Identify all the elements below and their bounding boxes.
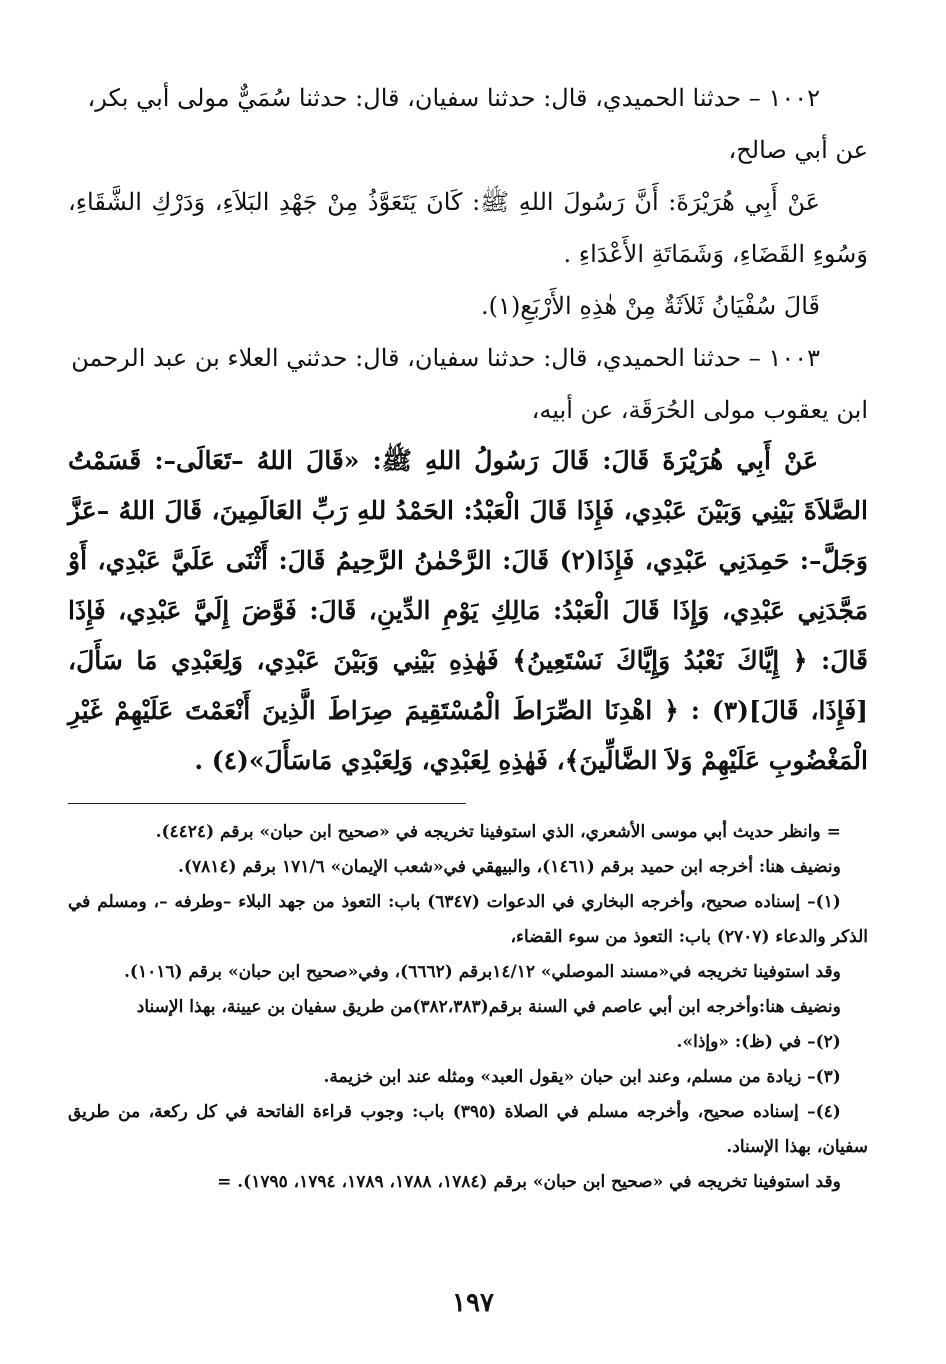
hadith-1003-matn: عَنْ أَبِي هُرَيْرَةَ قَالَ: قَالَ رَسُولُ اللهِ ﷺ: «قَالَ اللهُ –تَعَالَى–: قَسَمْتُ الصَّلاَةَ بَيْنِي وَبَيْنَ عَبْدِي، فَإِذَا قَالَ الْعَبْدُ: الحَمْدُ للهِ رَبِّ العَالَمِينَ، قَالَ اللهُ –عَزَّ وَجَلَّ–: حَمِدَنِي عَبْدِي، فَإِذَا(٢) قَالَ: الرَّحْمٰنُ الرَّحِيمُ قَالَ: أَثْنَى عَلَيَّ عَبْدِي، أَوْ مَجَّدَنِي عَبْدِي، وَإِذَا قَالَ الْعَبْدُ: مَالِكِ يَوْمِ الدِّينِ، قَالَ: فَوَّضَ إِلَيَّ عَبْدِي، فَإِذَا قَالَ: ﴿ إِيَّاكَ نَعْبُدُ وَإِيَّاكَ نَسْتَعِينُ﴾ فَهٰذِهِ بَيْنِي وَبَيْنَ عَبْدِي، وَلِعَبْدِي مَا سَأَلَ، [فَإِذَا، قَالَ](٣) : ﴿ اهْدِنَا الصِّرَاطَ الْمُسْتَقِيمَ صِرَاطَ الَّذِينَ أَنْعَمْتَ عَلَيْهِمْ غَيْرِ الْمَغْضُوبِ عَلَيْهِمْ وَلاَ الضَّالِّينَ﴾، فَهٰذِهِ لِعَبْدِي، وَلِعَبْدِي مَاسَأَلَ»(٤) . <box>68 446 869 775</box>
hadith-1002-isnad-line1: ١٠٠٢ – حدثنا الحميدي، قال: حدثنا سفيان، قال: حدثنا سُمَيٌّ مولى أبي بكر، <box>87 84 820 112</box>
footnote-line: (٣)– زيادة من مسلم، وعند ابن حبان «يقول العبد» ومثله عند ابن خزيمة. <box>323 1067 841 1087</box>
hadith-1003-isnad-line1: ١٠٠٣ – حدثنا الحميدي، قال: حدثنا سفيان، قال: حدثني العلاء بن عبد الرحمن <box>71 344 820 372</box>
footnotes <box>68 815 868 1200</box>
page-number: ١٩٧ <box>452 1288 494 1318</box>
hadith-1002-matn: عَنْ أَبِي هُرَيْرَةَ: أَنَّ رَسُولَ اللهِ ﷺ: كَانَ يَتَعَوَّذُ مِنْ جَهْدِ البَلاَءِ، وَدَرْكِ الشَّقَاءِ، وَسُوءِ القَضَاءِ، وَشَمَاتَةِ الأَعْدَاءِ . <box>68 188 868 268</box>
main-text <box>68 72 868 786</box>
hadith-1003-isnad <box>68 332 868 436</box>
footnote-line: وقد استوفينا تخريجه في «صحيح ابن حبان» برقم (١٧٨٤، ١٧٨٨، ١٧٨٩، ١٧٩٤، ١٧٩٥). = <box>217 1172 841 1192</box>
footnote-line: وقد استوفينا تخريجه في«مسند الموصلي» ١٤/١٢برقم (٦٦٦٢)، وفي«صحيح ابن حبان» برقم (١٠١٦). <box>124 962 841 982</box>
footnote-line: = وانظر حديث أبي موسى الأشعري، الذي استوفينا تخريجه في «صحيح ابن حبان» برقم (٤٤٢٤). <box>155 822 841 842</box>
footnote-line: ونضيف هنا:وأخرجه ابن أبي عاصم في السنة برقم(٣٨٢،٣٨٣)من طريق سفيان بن عيينة، بهذا الإسناد <box>136 997 841 1017</box>
footnote-line: (١)– إسناده صحيح، وأخرجه البخاري في الدعوات (٦٣٤٧) باب: التعوذ من جهد البلاء –وطرفه –، ومسلم في الذكر والدعاء (٢٧٠٧) باب: التعوذ من سوء القضاء، <box>68 892 868 947</box>
footnote-line: (٢)– في (ظ): «وإذا». <box>676 1032 841 1052</box>
footnote-line: (٤)– إسناده صحيح، وأخرجه مسلم في الصلاة (٣٩٥) باب: وجوب قراءة الفاتحة في كل ركعة، من طريق سفيان، بهذا الإسناد. <box>68 1102 868 1157</box>
hadith-1002-comment: قَالَ سُفْيَانُ ثَلاَثَةٌ مِنْ هٰذِهِ الأَرْبَعِ(١). <box>481 292 820 320</box>
hadith-1002-isnad-line2: عن أبي صالح، <box>728 136 868 164</box>
footnote-line: ونضيف هنا: أخرجه ابن حميد برقم (١٤٦١)، والبيهقي في«شعب الإيمان» ١٧١/٦ برقم (٧٨١٤). <box>178 857 841 877</box>
footnote-divider <box>68 803 466 804</box>
hadith-1002-isnad <box>68 72 868 176</box>
hadith-1003-isnad-line2: ابن يعقوب مولى الحُرَقَة، عن أبيه، <box>531 396 868 424</box>
